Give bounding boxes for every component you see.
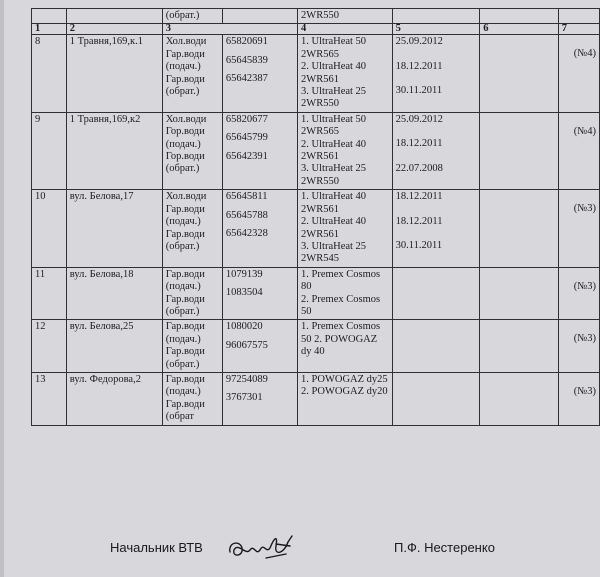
badge-cell — [558, 35, 599, 112]
col6-cell — [480, 320, 558, 373]
type-cell — [162, 320, 222, 373]
serial-cell — [222, 372, 297, 425]
cell-text: 65645839 — [225, 54, 268, 66]
signature-block — [4, 540, 600, 564]
cell-text: 25.09.2012 — [395, 36, 443, 48]
cell-text: (№3) — [573, 280, 596, 292]
continuation-row — [32, 9, 600, 24]
badge-cell — [558, 112, 599, 189]
type-cell — [162, 190, 222, 267]
cell-text: 65820677 — [225, 113, 268, 125]
table-row — [32, 190, 600, 267]
cell-text: 3. UltraHeat 25 2WR550 — [301, 86, 367, 110]
address-cell: вул. Белова,17 — [66, 190, 162, 267]
badge-cell — [558, 372, 599, 425]
spacer — [396, 73, 477, 85]
badge-cell — [558, 320, 599, 373]
header-num: 6 — [480, 24, 558, 35]
cell-text: Гар.води (подач.) — [165, 321, 205, 345]
document-page — [4, 0, 600, 577]
header-num: 1 — [32, 24, 67, 35]
table-row — [32, 112, 600, 189]
row-number: 10 — [32, 190, 67, 267]
meter-cell — [298, 190, 393, 267]
type-cell — [162, 267, 222, 320]
cell-text: (№4) — [573, 125, 596, 137]
spacer — [396, 126, 477, 138]
cell-text: 1. POWOGAZ dy25 — [301, 373, 388, 385]
cell-text: Гар.води (обрат.) — [165, 228, 205, 252]
meter-registry-table — [31, 8, 600, 426]
cell-text: 2. UltraHeat 40 2WR561 — [301, 216, 367, 240]
cell-text: 3. UltraHeat 25 2WR550 — [301, 163, 367, 187]
cell-text: Гар.води (обрат.) — [165, 346, 205, 370]
spacer — [396, 204, 477, 216]
cell-text: 65645799 — [225, 132, 268, 144]
cell-text: 18.12.2011 — [395, 191, 443, 203]
cell — [480, 9, 558, 24]
cell-text: Гар.води (подач.) — [165, 203, 205, 228]
date-cell — [392, 372, 480, 425]
cell-text: 3. UltraHeat 25 2WR545 — [301, 240, 367, 265]
cell — [558, 9, 599, 24]
cell-text: (№3) — [573, 203, 596, 215]
header-num: 2 — [66, 24, 162, 35]
cell-text: 18.12.2011 — [395, 215, 443, 227]
cell — [66, 9, 162, 24]
table-row — [32, 372, 600, 425]
cell-text: 1. UltraHeat 50 2WR565 — [301, 113, 367, 138]
spacer — [396, 49, 477, 61]
cell-text: Гор.води (обрат.) — [165, 151, 205, 175]
address-cell: вул. Белова,25 — [66, 320, 162, 373]
cell-text: 2. UltraHeat 40 2WR561 — [301, 61, 367, 85]
cell-text: 18.12.2011 — [395, 138, 443, 150]
cell-text: Гар.води (подач.) — [165, 373, 205, 398]
spacer — [396, 151, 477, 163]
col6-cell — [480, 267, 558, 320]
badge-cell — [558, 190, 599, 267]
cell-text: 25.09.2012 — [395, 113, 443, 125]
cell-text: 1. Premex Cosmos 50 2. POWOGAZ dy 40 — [301, 321, 381, 358]
cell-text: (№4) — [573, 48, 596, 60]
col6-cell — [480, 190, 558, 267]
header-num: 4 — [298, 24, 393, 35]
header-num: 5 — [392, 24, 480, 35]
header-num: 3 — [162, 24, 297, 35]
cell-text: Хол.води — [165, 113, 207, 125]
row-number: 13 — [32, 372, 67, 425]
col6-cell — [480, 372, 558, 425]
meter-cell: 2WR550 — [298, 9, 393, 24]
row-number: 11 — [32, 267, 67, 320]
cell-text: Гор.води (подач.) — [165, 126, 205, 150]
cell-text: 3767301 — [225, 392, 263, 404]
cell-text: (№3) — [573, 333, 596, 345]
cell-text: Гар.води (подач.) — [165, 48, 205, 73]
cell-text: 2. UltraHeat 40 2WR561 — [301, 138, 367, 163]
meter-cell — [298, 112, 393, 189]
cell-text: Гар.води (обрат — [165, 398, 205, 423]
serial-cell — [222, 320, 297, 373]
meter-cell — [298, 372, 393, 425]
serial-cell — [222, 35, 297, 112]
cell-text: 65642387 — [225, 73, 268, 85]
table-row — [32, 267, 600, 320]
badge-cell — [558, 267, 599, 320]
address-cell: вул. Федорова,2 — [66, 372, 162, 425]
row-number: 8 — [32, 35, 67, 112]
cell — [392, 9, 480, 24]
date-cell — [392, 112, 480, 189]
cell-text: 2. Premex Cosmos 50 — [301, 293, 381, 317]
cell-text: 18.12.2011 — [395, 60, 443, 72]
row-number: 12 — [32, 320, 67, 373]
meter-cell — [298, 35, 393, 112]
address-cell: 1 Травня,169,к.1 — [66, 35, 162, 112]
cell-text: 65820691 — [225, 36, 268, 48]
row-number: 9 — [32, 112, 67, 189]
date-cell — [392, 190, 480, 267]
table-row — [32, 320, 600, 373]
type-cell — [162, 112, 222, 189]
address-cell: 1 Травня,169,к2 — [66, 112, 162, 189]
spacer — [396, 228, 477, 240]
cell-text: 30.11.2011 — [395, 240, 443, 252]
col6-cell — [480, 112, 558, 189]
header-number-row — [32, 24, 600, 35]
cell-text: 1. UltraHeat 40 2WR561 — [301, 191, 367, 215]
cell — [222, 9, 297, 24]
cell-text: 65642391 — [225, 150, 268, 162]
type-cell — [162, 35, 222, 112]
cell-text: Гар.води (подач.) — [165, 268, 205, 293]
cell-text: 97254089 — [225, 373, 268, 385]
cell-text: 22.07.2008 — [395, 162, 443, 174]
cell-text: 2. POWOGAZ dy20 — [301, 386, 388, 398]
date-cell — [392, 35, 480, 112]
date-cell — [392, 320, 480, 373]
cell-text: 1080020 — [225, 321, 263, 333]
cell-text: 30.11.2011 — [395, 85, 443, 97]
table-row — [32, 35, 600, 112]
cell-text: 65645788 — [225, 209, 268, 221]
cell-text: Хол.води — [165, 191, 207, 203]
meter-cell — [298, 267, 393, 320]
type-cell — [162, 372, 222, 425]
meter-cell — [298, 320, 393, 373]
serial-cell — [222, 190, 297, 267]
address-cell: вул. Белова,18 — [66, 267, 162, 320]
cell-text: 96067575 — [225, 339, 268, 351]
cell-text: Гар.води (обрат.) — [165, 293, 205, 317]
cell-text: Гар.води (обрат.) — [165, 73, 205, 98]
date-cell — [392, 267, 480, 320]
signatory-name: П.Ф. Нестеренко — [394, 540, 495, 555]
cell-text: 65642328 — [225, 228, 268, 240]
cell-text: 65645811 — [225, 191, 268, 203]
cell-text: (№3) — [573, 385, 596, 397]
serial-cell — [222, 112, 297, 189]
cell — [32, 9, 67, 24]
cell-text: Хол.води — [165, 36, 207, 48]
header-num: 7 — [558, 24, 599, 35]
cell-text: 1079139 — [225, 268, 263, 280]
cell-text: 1083504 — [225, 287, 263, 299]
type-cell: (обрат.) — [162, 9, 222, 24]
col6-cell — [480, 35, 558, 112]
signature-icon — [226, 532, 306, 566]
serial-cell — [222, 267, 297, 320]
cell-text: 1. Premex Cosmos 80 — [301, 268, 381, 293]
position-title: Начальник ВТВ — [110, 540, 203, 555]
cell-text: 1. UltraHeat 50 2WR565 — [301, 36, 367, 60]
